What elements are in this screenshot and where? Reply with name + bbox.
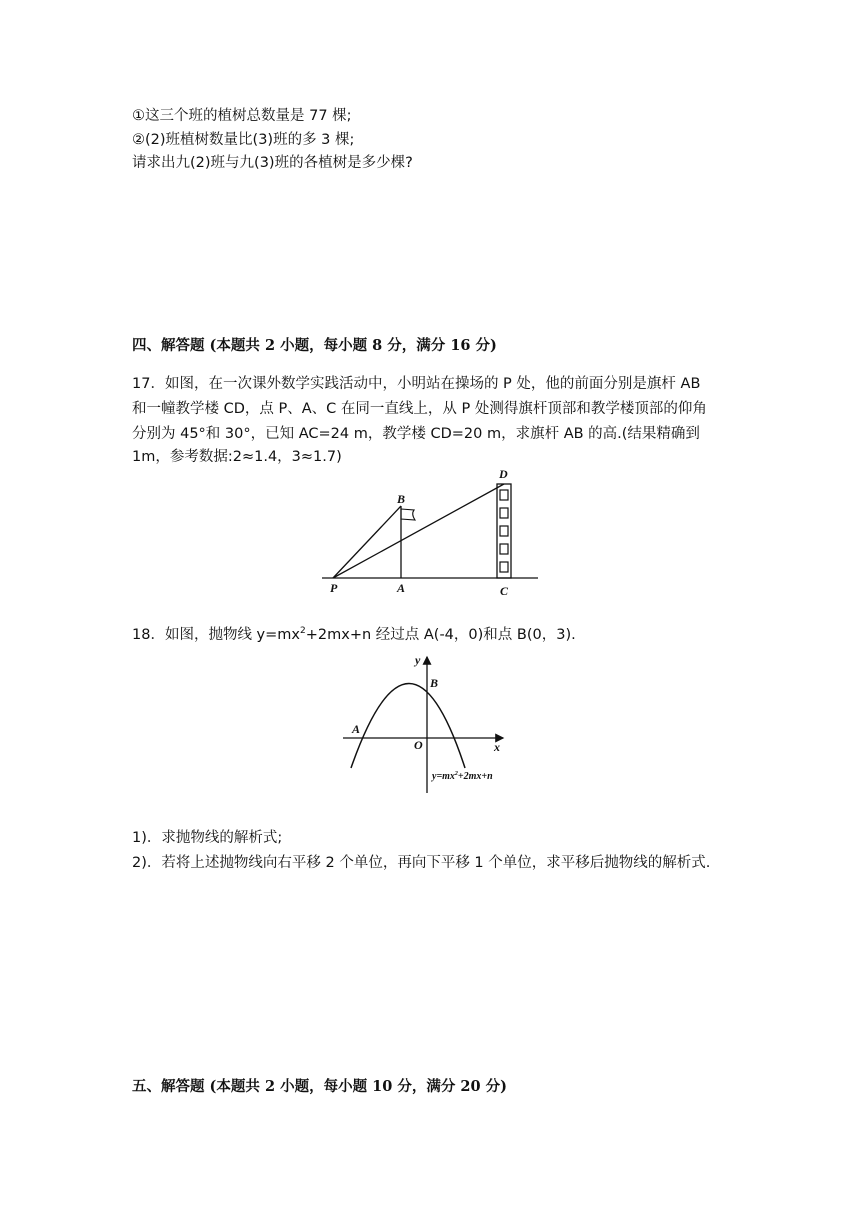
flagpole-building-figure — [318, 462, 544, 602]
sight-line-pb — [333, 506, 401, 578]
parabola-curve — [351, 684, 465, 769]
q16-question: 请求出九(2)班与九(3)班的各植树是多少棵? — [132, 155, 413, 171]
section-4-heading: 四、解答题 (本题共 2 小题，每小题 8 分，满分 16 分) — [132, 337, 497, 354]
flag-icon — [401, 509, 415, 520]
q16-condition-1: ①这三个班的植树总数量是 77 棵; — [132, 108, 352, 124]
q17-text-line-4: 1m，参考数据:2≈1.4，3≈1.7) — [132, 449, 342, 465]
q18-stem-b: +2mx+n 经过点 A(-4，0)和点 B(0，3). — [305, 627, 576, 643]
curve-label-b: +2mx+n — [457, 771, 493, 782]
q18-stem — [132, 625, 576, 645]
curve-label-a: y=mx — [432, 771, 455, 782]
curve-equation-label — [431, 771, 493, 782]
label-x: x — [494, 740, 500, 754]
building-cd — [497, 484, 511, 578]
q17-text-line-1: 17．如图，在一次课外数学实践活动中，小明站在操场的 P 处，他的前面分别是旗杆 AB — [132, 376, 701, 392]
label-b: B — [430, 676, 439, 690]
label-o: O — [414, 738, 423, 752]
sight-line-pd — [333, 484, 504, 578]
q17-text-line-2: 和一幢教学楼 CD，点 P、A、C 在同一直线上，从 P 处测得旗杆顶部和教学楼顶部的仰角 — [132, 401, 707, 417]
q18-part-2: 2)．若将上述抛物线向右平移 2 个单位，再向下平移 1 个单位，求平移后抛物线的解析式. — [132, 855, 711, 871]
label-d: D — [499, 467, 508, 481]
label-a: A — [397, 581, 406, 595]
label-b: B — [397, 492, 406, 506]
q16-condition-2: ②(2)班植树数量比(3)班的多 3 棵; — [132, 132, 355, 148]
label-c: C — [500, 584, 509, 598]
q18-stem-exponent: 2 — [300, 626, 306, 636]
building-windows — [500, 490, 508, 572]
section-5-heading: 五、解答题 (本题共 2 小题，每小题 10 分，满分 20 分) — [132, 1078, 508, 1095]
label-p: P — [330, 581, 338, 595]
q18-stem-a: 18．如图，抛物线 y=mx — [132, 627, 300, 643]
label-y: y — [415, 653, 421, 667]
q18-part-1: 1)．求抛物线的解析式; — [132, 830, 283, 846]
parabola-figure — [338, 650, 520, 798]
curve-label-exp: 2 — [454, 771, 458, 777]
label-a: A — [352, 722, 361, 736]
q17-text-line-3: 分别为 45°和 30°，已知 AC=24 m，教学楼 CD=20 m，求旗杆 AB 的高.(结果精确到 — [132, 426, 700, 442]
